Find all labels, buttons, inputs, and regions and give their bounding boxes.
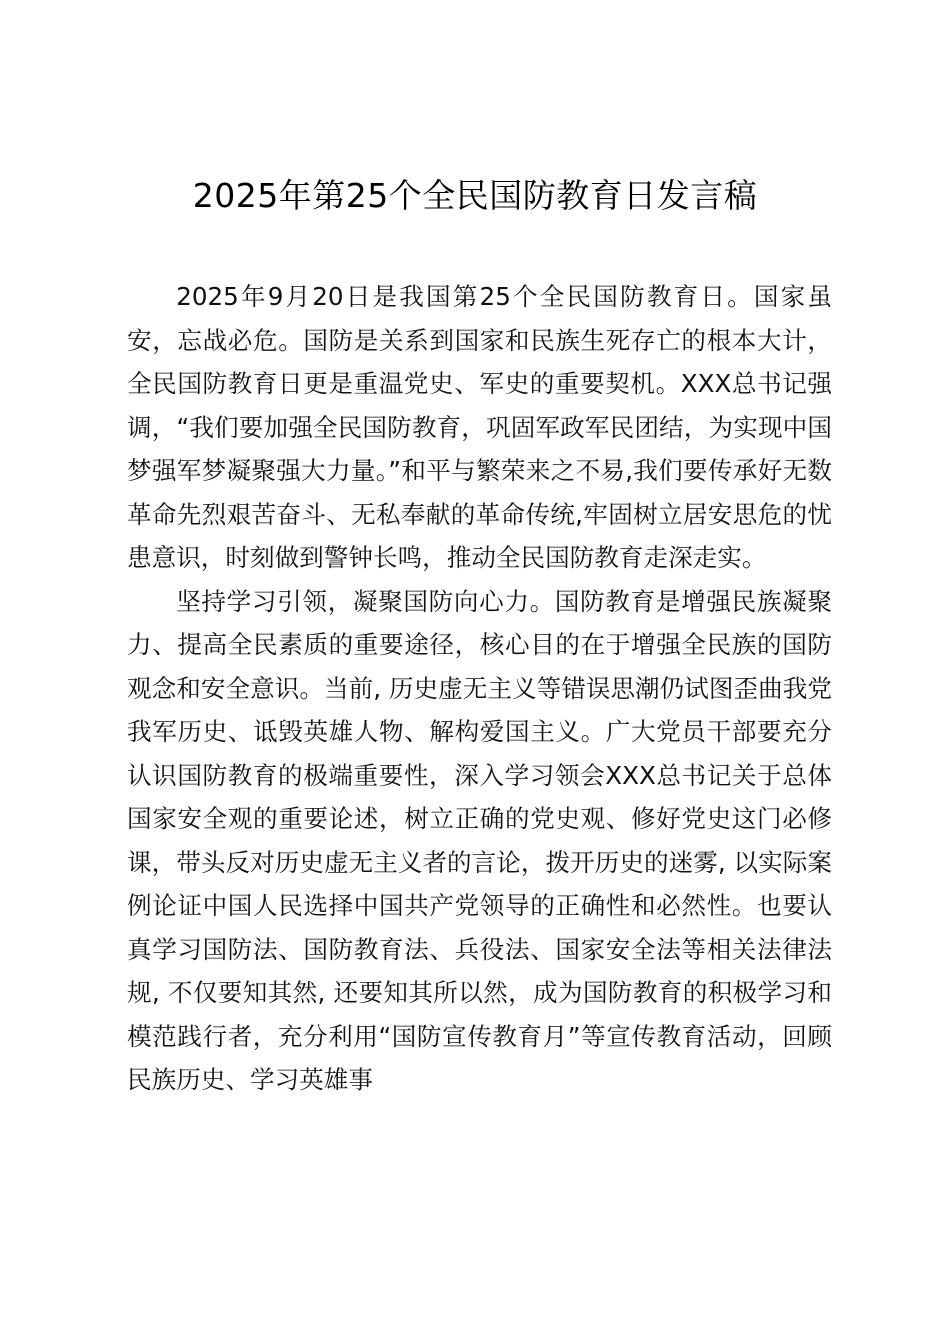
paragraph: 2025年9月20日是我国第25个全民国防教育日。国家虽安，忘战必危。国防是关系到国家和民族生死存亡的根本大计，全民国防教育日更是重温党史、军史的重要契机。XXX总书记强调，“我们要加强全民国防教育，巩固军政军民团结，为实现中国梦强军梦凝聚强大力量。”和平与繁荣来之不易,我们要传承好无数革命先烈艰苦奋斗、无私奉献的革命传统,牢固树立居安思危的忧患意识，时刻做到警钟长鸣，推动全民国防教育走深走实。 (127, 282, 832, 572)
document-body (127, 275, 832, 1102)
document-title: 2025年第25个全民国防教育日发言稿 (192, 176, 758, 215)
paragraph: 坚持学习引领，凝聚国防向心力。国防教育是增强民族凝聚力、提高全民素质的重要途径，核心目的在于增强全民族的国防观念和安全意识。当前, 历史虚无主义等错误思潮仍试图歪曲我党我军历史、诋毁英雄人物、解构爱国主义。广大党员干部要充分认识国防教育的极端重要性，深入学习领会XXX总书记关于总体国家安全观的重要论述，树立正确的党史观、修好党史这门必修课，带头反对历史虚无主义者的言论，拨开历史的迷雾, 以实际案例论证中国人民选择中国共产党领导的正确性和必然性。也要认真学习国防法、国防教育法、兵役法、国家安全法等相关法律法规, 不仅要知其然, 还要知其所以然，成为国防教育的积极学习和模范践行者，充分利用“国防宣传教育月”等宣传教育活动，回顾民族历史、学习英雄事 (127, 586, 832, 1094)
